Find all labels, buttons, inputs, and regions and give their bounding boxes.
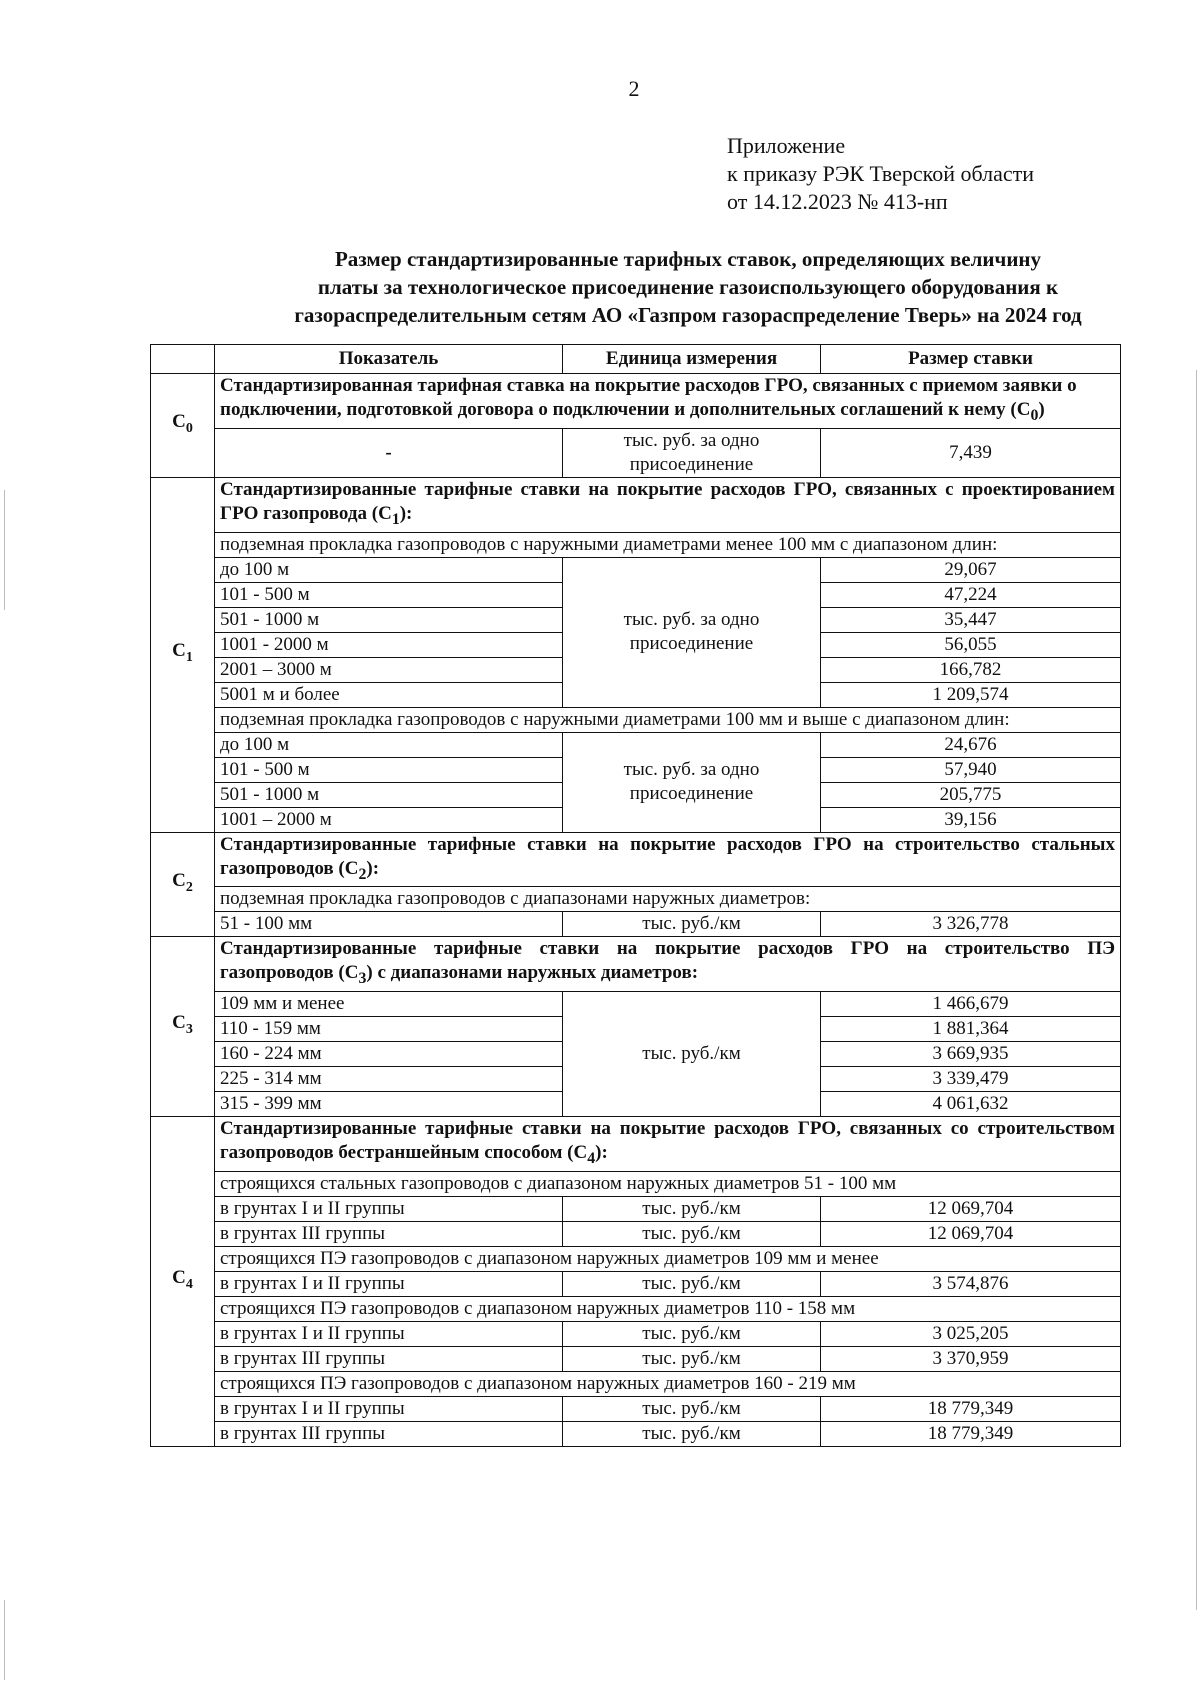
- header-rate: Размер ставки: [821, 345, 1121, 374]
- section-code-letter: C: [172, 640, 186, 662]
- table-row: [151, 1196, 1121, 1221]
- row-unit: тыс. руб. за одно присоединение: [563, 557, 821, 707]
- section-code-sub: 0: [185, 420, 193, 436]
- page-number: 2: [628, 76, 640, 101]
- row-label: в грунтах III группы: [215, 1221, 563, 1246]
- row-value: 7,439: [821, 428, 1121, 477]
- table-row: [151, 1221, 1121, 1246]
- section-title-end: ) с диапазонами наружных диаметров:: [366, 962, 699, 984]
- row-label: 225 - 314 мм: [215, 1067, 563, 1092]
- section-code-c1: [151, 477, 215, 832]
- table-row: [151, 1396, 1121, 1421]
- group-subtitle: строящихся ПЭ газопроводов с диапазоном наружных диаметров 109 мм и менее: [215, 1246, 1121, 1271]
- row-value: 205,775: [821, 782, 1121, 807]
- group-subtitle-row: [151, 887, 1121, 912]
- row-unit: тыс. руб./км: [563, 1221, 821, 1246]
- group-subtitle: строящихся ПЭ газопроводов с диапазоном наружных диаметров 160 - 219 мм: [215, 1371, 1121, 1396]
- row-value: 12 069,704: [821, 1196, 1121, 1221]
- section-title-c1: [215, 477, 1121, 532]
- row-unit: тыс. руб. за одно присоединение: [563, 428, 821, 477]
- section-code-sub: 3: [185, 1022, 193, 1038]
- section-title-c2: [215, 832, 1121, 887]
- row-label: 51 - 100 мм: [215, 912, 563, 937]
- appendix-note: [727, 132, 1034, 216]
- title-line-2: платы за технологическое присоединение газоиспользующего оборудования к: [317, 275, 1059, 299]
- table-row: [151, 1321, 1121, 1346]
- row-label: 110 - 159 мм: [215, 1017, 563, 1042]
- row-label: в грунтах III группы: [215, 1421, 563, 1446]
- row-value: 1 881,364: [821, 1017, 1121, 1042]
- header-indicator: Показатель: [215, 345, 563, 374]
- section-code-c0: [151, 374, 215, 478]
- section-code-letter: C: [172, 411, 186, 432]
- section-title-end: ):: [595, 1142, 608, 1164]
- group-subtitle: подземная прокладка газопроводов с наружными диаметрами менее 100 мм с диапазоном длин:: [215, 532, 1121, 557]
- appendix-line-2: к приказу РЭК Тверской области: [727, 161, 1035, 186]
- row-unit: тыс. руб./км: [563, 1346, 821, 1371]
- section-title-sub: 4: [587, 1149, 596, 1167]
- row-value: 3 339,479: [821, 1067, 1121, 1092]
- row-label: в грунтах I и II группы: [215, 1321, 563, 1346]
- group-subtitle-row: [151, 1246, 1121, 1271]
- row-value: 47,224: [821, 582, 1121, 607]
- section-code-sub: 4: [185, 1276, 193, 1292]
- row-unit: тыс. руб./км: [563, 1396, 821, 1421]
- group-subtitle-row: [151, 1371, 1121, 1396]
- section-title-sub: 2: [358, 865, 367, 883]
- table-row: [151, 992, 1121, 1017]
- section-title-text: Стандартизированные тарифные ставки на покрытие расходов ГРО, связанных с проектированием ГРО газопровода (C: [220, 478, 1115, 524]
- document-title: [148, 245, 1200, 329]
- section-title-sub: 3: [358, 970, 367, 988]
- row-value: 12 069,704: [821, 1221, 1121, 1246]
- group-subtitle: строящихся ПЭ газопроводов с диапазоном наружных диаметров 110 - 158 мм: [215, 1296, 1121, 1321]
- group-subtitle: строящихся стальных газопроводов с диапазоном наружных диаметров 51 - 100 мм: [215, 1171, 1121, 1196]
- row-value: 24,676: [821, 732, 1121, 757]
- group-subtitle: подземная прокладка газопроводов с наружными диаметрами 100 мм и выше с диапазоном длин:: [215, 707, 1121, 732]
- header-empty-cell: [151, 345, 215, 374]
- row-value: 29,067: [821, 557, 1121, 582]
- section-title-c3: [215, 937, 1121, 992]
- section-row-c4: [151, 1117, 1121, 1172]
- row-value: 18 779,349: [821, 1396, 1121, 1421]
- row-label: 5001 м и более: [215, 682, 563, 707]
- section-title-sub: 1: [391, 510, 400, 528]
- row-value: 56,055: [821, 632, 1121, 657]
- table-row: [151, 557, 1121, 582]
- table-header-row: [151, 345, 1121, 374]
- section-code-c2: [151, 832, 215, 937]
- row-value: 57,940: [821, 757, 1121, 782]
- table-row: [151, 1421, 1121, 1446]
- group-subtitle-row: [151, 1296, 1121, 1321]
- section-code-letter: C: [172, 1267, 186, 1289]
- group-subtitle: подземная прокладка газопроводов с диапазонами наружных диаметров:: [215, 887, 1121, 912]
- row-value: 1 209,574: [821, 682, 1121, 707]
- row-label: 101 - 500 м: [215, 757, 563, 782]
- row-label: до 100 м: [215, 557, 563, 582]
- row-value: 3 669,935: [821, 1042, 1121, 1067]
- section-code-sub: 2: [185, 879, 193, 895]
- section-code-c3: [151, 937, 215, 1117]
- row-unit: тыс. руб./км: [563, 1196, 821, 1221]
- scan-margin-mark: [1196, 370, 1197, 1610]
- table-row: [151, 1346, 1121, 1371]
- row-unit: тыс. руб./км: [563, 992, 821, 1117]
- row-label: -: [215, 428, 563, 477]
- row-unit: тыс. руб./км: [563, 1421, 821, 1446]
- section-row-c0: [151, 374, 1121, 429]
- section-row-c1: [151, 477, 1121, 532]
- table-row: [151, 912, 1121, 937]
- scan-margin-mark: [4, 490, 5, 610]
- row-label: в грунтах I и II группы: [215, 1271, 563, 1296]
- row-value: 3 326,778: [821, 912, 1121, 937]
- row-value: 4 061,632: [821, 1092, 1121, 1117]
- section-title-text: Стандартизированные тарифные ставки на покрытие расходов ГРО на строительство стальных газопроводов (C: [220, 833, 1115, 879]
- row-label: 109 мм и менее: [215, 992, 563, 1017]
- section-title-c0: [215, 374, 1121, 429]
- section-title-text: Стандартизированная тарифная ставка на покрытие расходов ГРО, связанных с приемом заявки о подключении, подготовкой договора о подключении и дополнительных соглашений к нему (C: [220, 375, 1077, 420]
- row-label: 501 - 1000 м: [215, 782, 563, 807]
- group-subtitle-row: [151, 1171, 1121, 1196]
- header-unit: Единица измерения: [563, 345, 821, 374]
- row-label: 501 - 1000 м: [215, 607, 563, 632]
- table-row: [151, 428, 1121, 477]
- row-label: в грунтах III группы: [215, 1346, 563, 1371]
- title-line-3: газораспределительным сетям АО «Газпром газораспределение Тверь» на 2024 год: [294, 303, 1082, 327]
- section-code-sub: 1: [185, 650, 193, 666]
- section-row-c2: [151, 832, 1121, 887]
- table-row: [151, 732, 1121, 757]
- section-title-end: ): [1038, 399, 1045, 420]
- row-value: 18 779,349: [821, 1421, 1121, 1446]
- row-unit: тыс. руб. за одно присоединение: [563, 732, 821, 832]
- row-value: 3 574,876: [821, 1271, 1121, 1296]
- tariff-table: [150, 344, 1121, 1447]
- section-title-sub: 0: [1030, 406, 1039, 424]
- scan-margin-mark: [4, 1600, 5, 1680]
- row-value: 35,447: [821, 607, 1121, 632]
- section-title-c4: [215, 1117, 1121, 1172]
- row-label: 315 - 399 мм: [215, 1092, 563, 1117]
- section-code-c4: [151, 1117, 215, 1447]
- section-title-text: Стандартизированные тарифные ставки на покрытие расходов ГРО, связанных со строительством газопроводов бестраншейным способом (C: [220, 1118, 1115, 1164]
- group-subtitle-row: [151, 707, 1121, 732]
- row-label: в грунтах I и II группы: [215, 1396, 563, 1421]
- table-row: [151, 1271, 1121, 1296]
- section-title-end: ):: [366, 857, 380, 879]
- row-label: 1001 - 2000 м: [215, 632, 563, 657]
- appendix-line-3: от 14.12.2023 № 413-нп: [727, 189, 948, 214]
- row-value: 166,782: [821, 657, 1121, 682]
- row-unit: тыс. руб./км: [563, 1321, 821, 1346]
- row-label: 1001 – 2000 м: [215, 807, 563, 832]
- row-value: 3 025,205: [821, 1321, 1121, 1346]
- appendix-line-1: Приложение: [727, 133, 846, 158]
- title-line-1: Размер стандартизированные тарифных ставок, определяющих величину: [334, 247, 1042, 271]
- section-code-letter: C: [172, 1012, 186, 1034]
- row-label: в грунтах I и II группы: [215, 1196, 563, 1221]
- row-value: 1 466,679: [821, 992, 1121, 1017]
- row-label: 160 - 224 мм: [215, 1042, 563, 1067]
- section-code-letter: C: [172, 870, 186, 892]
- row-value: 3 370,959: [821, 1346, 1121, 1371]
- row-label: 101 - 500 м: [215, 582, 563, 607]
- section-title-end: ):: [399, 502, 413, 524]
- section-title-text: Стандартизированные тарифные ставки на покрытие расходов ГРО на строительство ПЭ газопроводов (C: [220, 938, 1115, 984]
- section-row-c3: [151, 937, 1121, 992]
- row-value: 39,156: [821, 807, 1121, 832]
- row-label: 2001 – 3000 м: [215, 657, 563, 682]
- group-subtitle-row: [151, 532, 1121, 557]
- row-label: до 100 м: [215, 732, 563, 757]
- row-unit: тыс. руб./км: [563, 1271, 821, 1296]
- row-unit: тыс. руб./км: [563, 912, 821, 937]
